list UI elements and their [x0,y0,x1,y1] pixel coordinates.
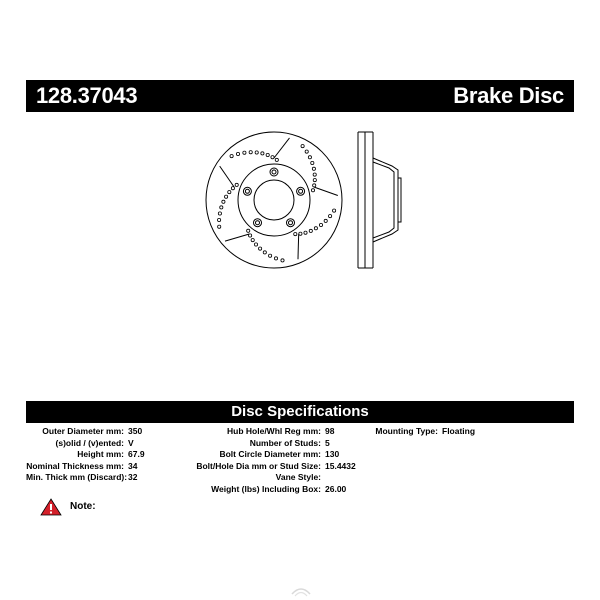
drill-holes [218,145,336,263]
rotor-edge [358,132,373,268]
slot [298,234,299,259]
drill-hole [311,161,314,164]
drill-hole [249,151,252,154]
inner-ring [238,164,310,236]
spec-value: 5 [325,437,330,448]
slot [274,138,290,158]
bolt-hole-inner [245,189,249,193]
bolt-hole [297,187,305,195]
drill-hole [311,189,314,192]
drill-hole [218,225,221,228]
bolt-hole [243,187,251,195]
spec-value: 26.00 [325,483,347,494]
spec-label: Weight (lbs) Including Box: [211,483,321,494]
bolt-hole [270,168,278,176]
spec-row [26,438,145,450]
drill-hole [231,187,234,190]
drill-hole [305,150,308,153]
spec-label: Hub Hole/Whl Reg mm: [227,426,321,436]
drill-hole [313,179,316,182]
spec-row [193,449,356,461]
bolt-hole-inner [272,170,276,174]
spec-label: Min. Thick mm (Discard): [26,472,128,482]
disc-side-view [358,132,401,268]
drill-hole [251,239,254,242]
drill-hole [313,173,316,176]
bolt-hole-inner [289,221,293,225]
drill-hole [269,254,272,257]
drill-hole [299,232,302,235]
hat-inner [373,162,394,238]
spec-value: V [128,437,134,448]
drill-hole [255,151,258,154]
drill-hole [329,215,332,218]
drill-hole [218,212,221,215]
drill-hole [228,191,231,194]
drill-hole [243,151,246,154]
drill-hole [301,145,304,148]
spec-label: Number of Studs: [249,437,321,448]
drill-hole [220,206,223,209]
spec-label: Mounting Type: [375,426,438,436]
slot [225,234,249,241]
slot [220,166,234,187]
spec-row [193,426,356,438]
note-section [40,498,96,521]
bolt-holes [243,168,304,227]
drill-hole [319,223,322,226]
drill-hole [309,229,312,232]
drill-hole [304,231,307,234]
specs-column-3 [358,426,475,438]
drill-hole [294,233,297,236]
bolt-hole [287,219,295,227]
warning-triangle-icon [40,498,62,516]
spec-value: 98 [325,426,335,436]
hub-hole [254,180,294,220]
part-number: 128.37043 [36,83,138,108]
drill-hole [259,247,262,250]
drill-hole [222,200,225,203]
drill-hole [312,167,315,170]
watermark-logo-icon [290,584,312,598]
drill-hole [235,183,238,186]
spec-label: Outer Diameter mm: [42,426,124,436]
slot [314,187,338,196]
drill-hole [263,251,266,254]
drill-hole [324,219,327,222]
spec-row [193,461,356,473]
specs-bar [26,401,574,423]
drill-hole [261,152,264,155]
disc-front-view [206,132,342,268]
spec-row [358,426,475,438]
drill-hole [314,227,317,230]
drill-hole [266,153,269,156]
drill-hole [271,156,274,159]
drill-hole [218,218,221,221]
spec-row [193,438,356,450]
spec-row [26,461,145,473]
spec-label: Height mm: [77,449,124,459]
spec-row [193,472,356,484]
slots [220,138,338,259]
spec-value: 34 [128,460,138,471]
spec-value: Floating [442,426,476,436]
drill-hole [275,158,278,161]
spec-value: 350 [128,426,143,436]
drill-hole [254,243,257,246]
spec-row [26,426,145,438]
spec-label: Bolt Circle Diameter mm: [219,449,321,459]
drill-hole [225,195,228,198]
spec-label: Bolt/Hole Dia mm or Stud Size: [196,460,321,471]
specs-column-1 [26,426,145,484]
drill-hole [281,259,284,262]
spec-label: Nominal Thickness mm: [26,460,124,471]
spec-label: Vane Style: [275,472,321,482]
specs-column-2 [193,426,356,495]
bolt-hole-inner [256,221,260,225]
drill-hole [308,156,311,159]
spec-value: 67.9 [128,449,145,459]
spec-value: 15.4432 [325,460,356,471]
drill-hole [247,229,250,232]
note-label: Note: [70,501,96,512]
outer-edge [206,132,342,268]
spec-row [26,472,145,484]
drill-hole [274,257,277,260]
specs-title: Disc Specifications [231,403,369,420]
bolt-hole [254,219,262,227]
spec-row [193,484,356,496]
drill-hole [333,209,336,212]
drill-hole [313,184,316,187]
spec-label: (s)olid / (v)ented: [55,437,124,448]
spec-value: 32 [128,472,138,482]
spec-row [26,449,145,461]
spec-value: 130 [325,449,340,459]
bolt-hole-inner [299,189,303,193]
drill-hole [230,155,233,158]
drill-hole [236,152,239,155]
product-type: Brake Disc [453,83,564,108]
